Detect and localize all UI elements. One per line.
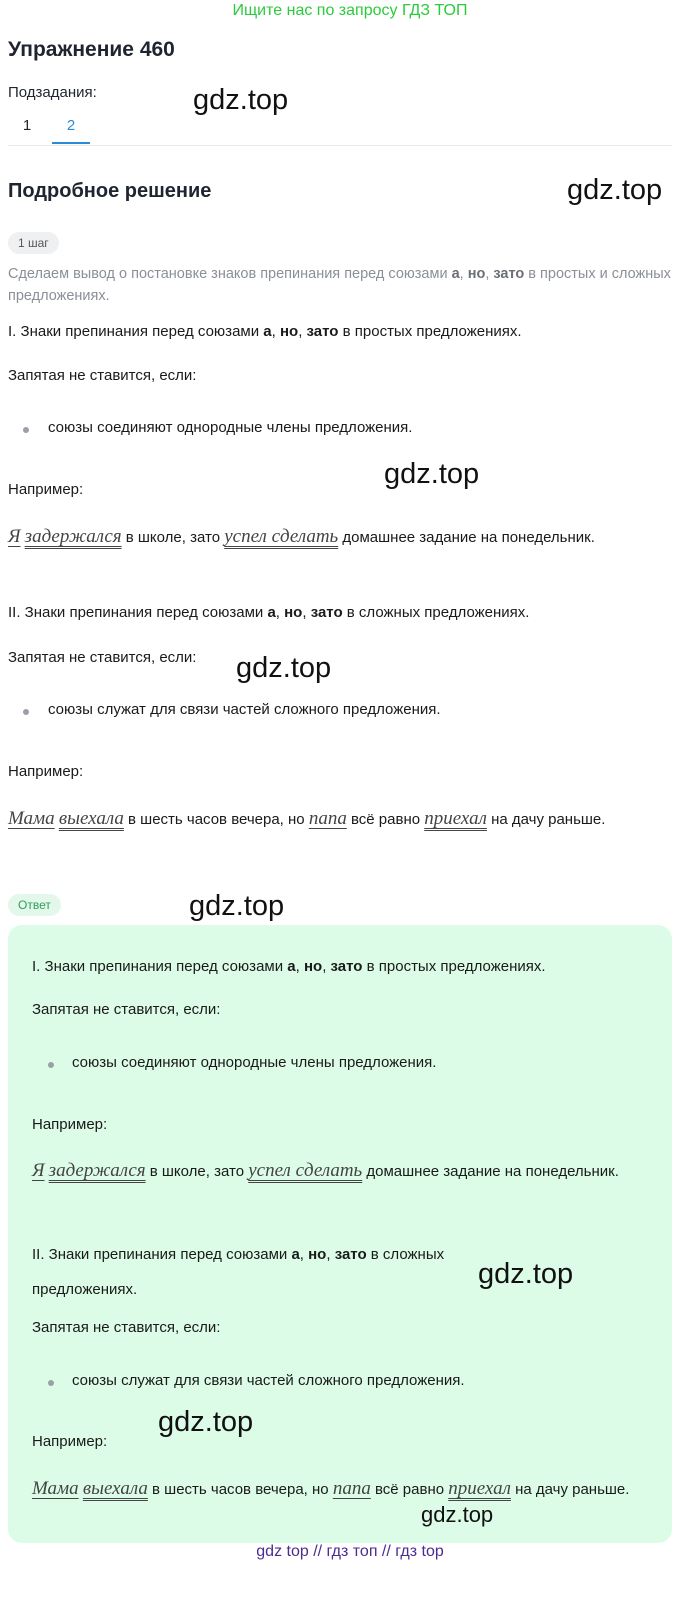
predicate: успел сделать: [248, 1160, 363, 1181]
example-label: Например:: [8, 763, 84, 780]
subject: папа: [332, 1478, 371, 1499]
watermark: gdz.top: [478, 1258, 574, 1290]
tab-subtask-1[interactable]: 1: [22, 117, 32, 134]
footer-links[interactable]: gdz top // гдз топ // гдз top: [256, 1543, 444, 1560]
active-tab-indicator: [52, 142, 90, 144]
watermark: gdz.top: [384, 458, 480, 490]
answer-section-1-heading: I. Знаки препинания перед союзами а, но, зато в простых предложениях.: [32, 958, 546, 975]
answer-rule-label: Запятая не ставится, если:: [32, 1001, 221, 1018]
answer-example-label: Например:: [32, 1433, 108, 1450]
predicate: приехал: [424, 808, 487, 829]
solution-intro: Сделаем вывод о постановке знаков препинания перед союзами а, но, зато в простых и сложных предложениях.: [8, 266, 671, 304]
bullet-dot: [23, 709, 29, 715]
answer-badge: Ответ: [8, 894, 61, 916]
rule-bullet: союзы соединяют однородные члены предложения.: [48, 419, 413, 436]
answer-example-sentence: Я задержался в школе, зато успел сделать домашнее задание на понедельник.: [32, 1160, 619, 1181]
example-label: Например:: [8, 481, 84, 498]
subtasks-label: Подзадания:: [8, 84, 97, 101]
watermark: gdz.top: [567, 174, 663, 206]
watermark: gdz.top: [189, 890, 285, 922]
step-badge: 1 шаг: [8, 232, 59, 254]
subject: Мама: [32, 1478, 79, 1499]
section-2-heading: II. Знаки препинания перед союзами а, но, зато в сложных предложениях.: [8, 604, 530, 621]
predicate: приехал: [448, 1478, 511, 1499]
predicate: выехала: [58, 808, 124, 829]
bullet-dot: [48, 1062, 54, 1068]
divider: [8, 145, 672, 146]
watermark: gdz.top: [236, 652, 332, 684]
bullet-dot: [23, 427, 29, 433]
example-sentence: Мама выехала в шесть часов вечера, но папа всё равно приехал на дачу раньше.: [8, 808, 606, 829]
predicate: выехала: [82, 1478, 148, 1499]
rule-label: Запятая не ставится, если:: [8, 367, 197, 384]
watermark: gdz.top: [158, 1406, 254, 1438]
page-title: Упражнение 460: [8, 38, 175, 61]
answer-section-2-heading: II. Знаки препинания перед союзами а, но, зато в сложных предложениях.: [32, 1246, 445, 1298]
search-banner[interactable]: Ищите нас по запросу ГДЗ ТОП: [232, 2, 468, 19]
subject: Мама: [8, 808, 55, 829]
watermark: gdz.top: [193, 84, 289, 116]
section-1-heading: I. Знаки препинания перед союзами а, но, зато в простых предложениях.: [8, 323, 522, 340]
example-sentence: Я задержался в школе, зато успел сделать домашнее задание на понедельник.: [8, 526, 595, 547]
predicate: успел сделать: [224, 526, 339, 547]
bullet-dot: [48, 1380, 54, 1386]
watermark: gdz.top: [421, 1502, 494, 1527]
rule-bullet: союзы служат для связи частей сложного предложения.: [48, 701, 441, 718]
subject: Я: [8, 526, 21, 547]
subject: папа: [308, 808, 347, 829]
subject: Я: [32, 1160, 45, 1181]
tab-subtask-2[interactable]: 2: [66, 117, 76, 134]
answer-example-label: Например:: [32, 1116, 108, 1133]
predicate: задержался: [48, 1160, 146, 1181]
predicate: задержался: [24, 526, 122, 547]
rule-label: Запятая не ставится, если:: [8, 649, 197, 666]
solution-title: Подробное решение: [8, 180, 212, 202]
answer-example-sentence: Мама выехала в шесть часов вечера, но папа всё равно приехал на дачу раньше.: [32, 1478, 630, 1499]
answer-rule-bullet: союзы соединяют однородные члены предложения.: [72, 1054, 437, 1071]
answer-rule-label: Запятая не ставится, если:: [32, 1319, 221, 1336]
answer-rule-bullet: союзы служат для связи частей сложного предложения.: [72, 1372, 465, 1389]
